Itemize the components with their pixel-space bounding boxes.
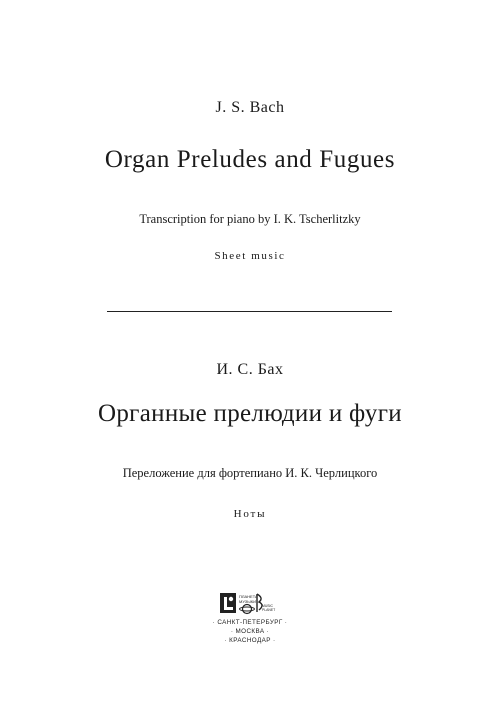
author-english: J. S. Bach xyxy=(215,99,285,116)
genre-english: Sheet music xyxy=(214,250,286,262)
publisher-imprint xyxy=(200,590,300,646)
transcription-russian: Переложение для фортепиано И. К. Черлицкого xyxy=(122,466,378,480)
title-russian: Органные прелюдии и фуги xyxy=(98,400,402,427)
svg-text:PLANET: PLANET xyxy=(262,608,276,612)
author-russian: И. С. Бах xyxy=(216,361,284,378)
transcription-english: Transcription for piano by I. K. Tscherlitzky xyxy=(139,212,361,226)
city-saint-petersburg: · САНКТ-ПЕТЕРБУРГ · xyxy=(212,619,288,626)
title-english: Organ Preludes and Fugues xyxy=(104,146,396,173)
city-moscow: · МОСКВА · xyxy=(230,628,270,635)
lan-planet-of-music-logo-icon xyxy=(218,590,282,616)
genre-russian: Ноты xyxy=(233,508,267,520)
svg-text:MUSIC: MUSIC xyxy=(262,604,273,608)
svg-text:МУЗЫКИ: МУЗЫКИ xyxy=(239,599,256,604)
divider xyxy=(107,311,392,312)
svg-text:ПЛАНЕТА: ПЛАНЕТА xyxy=(239,594,258,599)
city-krasnodar: · КРАСНОДАР · xyxy=(224,637,276,644)
